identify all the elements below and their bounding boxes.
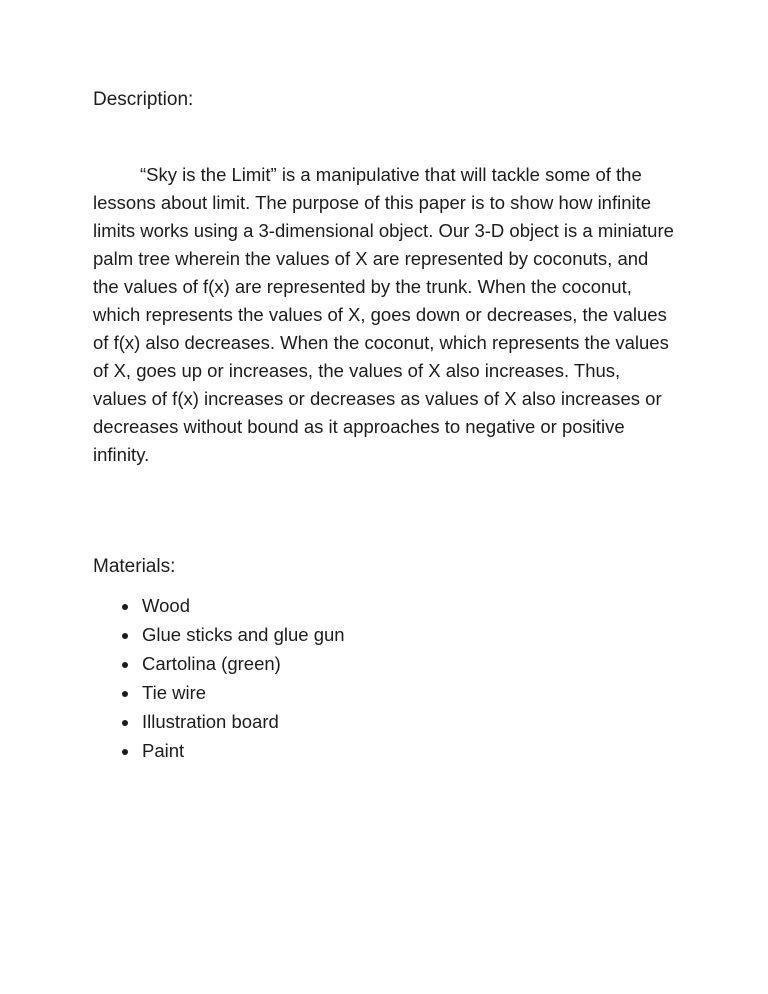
list-item: • Glue sticks and glue gun [140,620,676,649]
list-item: • Illustration board [140,707,676,736]
materials-list [93,591,676,765]
list-item: • Cartolina (green) [140,649,676,678]
description-heading: Description: [93,89,194,110]
list-item: • Paint [140,736,676,765]
list-item: • Wood [140,591,676,620]
materials-heading: Materials: [93,556,176,577]
list-item: • Tie wire [140,678,676,707]
description-paragraph: “Sky is the Limit” is a manipulative that will tackle some of the lessons about limit. The purpose of this paper is to show how infinite limits works using a 3-dimensional object. Our 3-D object is a miniature palm tree wherein the values of X are represented by coconuts, and the values of f(x) are represented by the trunk. When the coconut, which represents the values of X, goes down or decreases, the values of f(x) also decreases. When the coconut, which represents the values of X, goes up or increases, the values of X also increases. Thus, values of f(x) increases or decreases as values of X also increases or decreases without bound as it approaches to negative or positive infinity. [93,164,674,465]
